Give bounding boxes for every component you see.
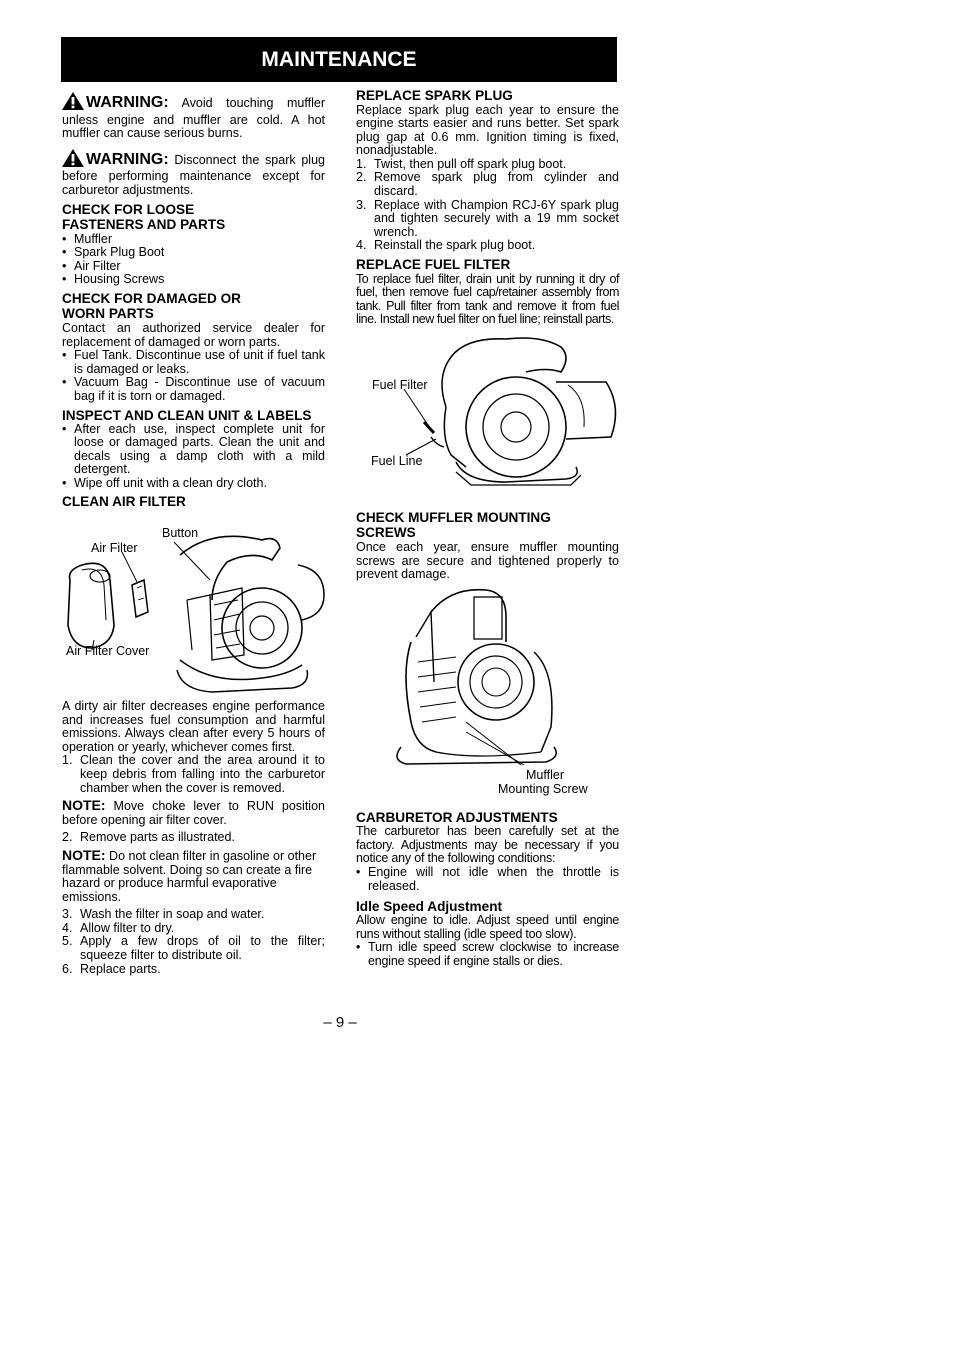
list-item: 3. Wash the filter in soap and water. <box>62 907 265 922</box>
list-item: • Housing Screws <box>62 272 165 287</box>
list-item: 4. Allow filter to dry. <box>62 920 175 935</box>
air-filter-steps-b <box>62 831 325 845</box>
right-column <box>356 88 619 969</box>
damaged-list <box>62 349 325 403</box>
warning-muffler: WARNING: Avoid touching muffler unless engine and muffler are cold. A hot muffler can cause serious burns. <box>62 94 325 141</box>
list-item: • After each use, inspect complete unit for loose or damaged parts. Clean the unit and decals using a damp cloth with a mild detergent. <box>62 421 325 477</box>
list-item: 6. Replace parts. <box>62 961 161 976</box>
air-filter-steps-a <box>62 754 325 795</box>
list-item: • Wipe off unit with a clean dry cloth. <box>62 475 267 490</box>
list-item: 2. Remove spark plug from cylinder and discard. <box>356 170 619 199</box>
inspect-list <box>62 423 325 491</box>
page-number: – 9 – <box>323 1014 357 1031</box>
page-title: MAINTENANCE <box>61 37 617 82</box>
air-filter-illustration <box>62 510 325 700</box>
list-item: • Air Filter <box>62 258 121 273</box>
fig-label-fuel-line: Fuel Line <box>371 453 423 468</box>
list-item: • Fuel Tank. Discontinue use of unit if fuel tank is damaged or leaks. <box>62 348 325 376</box>
warning-triangle-icon <box>62 149 84 171</box>
fuel-filter-illustration <box>356 327 619 502</box>
carburetor-text: The carburetor has been carefully set at the factory. Adjustments may be necessary if you notice any of the following conditions: <box>356 824 619 866</box>
list-item: • Engine will not idle when the throttle is released. <box>356 864 619 893</box>
carburetor-list <box>356 866 619 893</box>
list-item: • Vacuum Bag - Discontinue use of vacuum bag if it is torn or damaged. <box>62 375 325 403</box>
spark-plug-steps <box>356 158 619 253</box>
fig-label-air-filter: Air Filter <box>91 540 138 555</box>
muffler-text: Once each year, ensure muffler mounting screws are secure and tightened properly to prevent damage. <box>356 539 619 582</box>
list-item: 2. Remove parts as illustrated. <box>62 830 235 845</box>
list-item: 4. Reinstall the spark plug boot. <box>356 238 536 253</box>
fasteners-list <box>62 233 325 287</box>
list-item: • Muffler <box>62 231 112 246</box>
section-heading-carburetor: CARBURETOR ADJUSTMENTS <box>356 809 558 825</box>
warning-triangle-icon <box>62 92 84 114</box>
air-filter-intro: A dirty air filter decreases engine performance and increases fuel consumption and harmful emissions. Always clean after every 5 hours of operation or yearly, whichever comes first. <box>62 698 325 754</box>
section-heading-spark-plug: REPLACE SPARK PLUG <box>356 88 513 103</box>
fig-label-mounting-screw: Mounting Screw <box>498 781 588 796</box>
idle-speed-list <box>356 941 619 968</box>
warning-spark-plug: WARNING: Disconnect the spark plug before performing maintenance except for carburetor adjustments. <box>62 150 325 197</box>
list-item: 5. Apply a few drops of oil to the filter; squeeze filter to distribute oil. <box>62 934 325 963</box>
air-filter-note-2: NOTE: Do not clean filter in gasoline or other flammable solvent. Doing so can create a fire hazard or produce harmful evaporative emissions. <box>62 846 317 904</box>
list-item: 1. Clean the cover and the area around it to keep debris from falling into the carburetor chamber when the cover is removed. <box>62 753 325 795</box>
section-heading-inspect: INSPECT AND CLEAN UNIT & LABELS <box>62 407 312 423</box>
fig-label-muffler: Muffler <box>526 767 564 782</box>
fig-label-fuel-filter: Fuel Filter <box>372 377 428 392</box>
list-item: 3. Replace with Champion RCJ-6Y spark plug and tighten securely with a 19 mm socket wrench. <box>356 197 619 239</box>
section-heading-air-filter: CLEAN AIR FILTER <box>62 494 186 510</box>
air-filter-steps-c <box>62 908 325 976</box>
section-heading-fasteners: CHECK FOR LOOSE FASTENERS AND PARTS <box>62 201 226 233</box>
left-column <box>62 88 325 976</box>
fig-label-air-filter-cover: Air Filter Cover <box>66 643 150 658</box>
damaged-intro: Contact an authorized service dealer for replacement of damaged or worn parts. <box>62 320 325 349</box>
section-heading-damaged: CHECK FOR DAMAGED OR WORN PARTS <box>62 290 241 322</box>
section-heading-fuel-filter: REPLACE FUEL FILTER <box>356 257 511 273</box>
air-filter-note-1: NOTE: Move choke lever to RUN position before opening air filter cover. <box>62 797 325 827</box>
section-heading-idle-speed: Idle Speed Adjustment <box>356 899 503 915</box>
muffler-illustration <box>356 582 619 802</box>
list-item: • Spark Plug Boot <box>62 245 165 260</box>
fuel-filter-text: To replace fuel filter, drain unit by running it dry of fuel, then remove fuel cap/retainer assembly from tank. Pull filter from tank and remove it from fuel line. Install new fuel filter on fuel line; reinstall parts. <box>356 271 619 327</box>
idle-speed-text: Allow engine to idle. Adjust speed until engine runs without stalling (idle speed too slow). <box>356 913 619 941</box>
section-heading-muffler: CHECK MUFFLER MOUNTING SCREWS <box>356 509 551 541</box>
list-item: 1. Twist, then pull off spark plug boot. <box>356 156 567 171</box>
fig-label-button: Button <box>162 525 199 540</box>
list-item: • Turn idle speed screw clockwise to increase engine speed if engine stalls or dies. <box>356 940 619 968</box>
spark-plug-intro: Replace spark plug each year to ensure the engine starts easier and runs better. Set spark plug gap at 0.6 mm. Ignition timing is fixed, nonadjustable. <box>356 102 619 158</box>
